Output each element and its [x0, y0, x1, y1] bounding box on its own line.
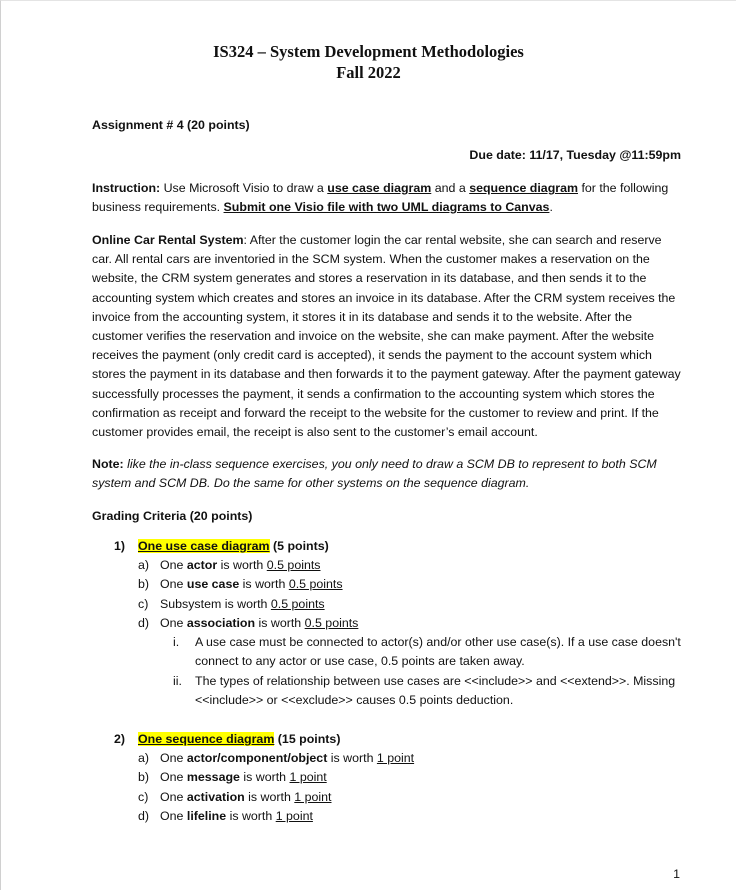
list-marker: c)	[138, 596, 149, 611]
points-value: 1 point	[376, 751, 415, 765]
list-marker: c)	[138, 789, 149, 804]
list-item	[173, 672, 693, 711]
list-item-text	[160, 807, 313, 826]
list-item-text	[160, 749, 414, 768]
criterion-text: One	[160, 809, 187, 824]
section-points: (15 points)	[274, 732, 341, 746]
points-value: 0.5 points	[270, 596, 325, 611]
instruction-label: Instruction:	[92, 181, 161, 195]
points-value: 1 point	[294, 789, 332, 804]
instruction-text: for the following business requirements.	[92, 181, 669, 215]
list-item-text	[160, 788, 332, 807]
list-item-text	[160, 575, 343, 594]
section-title: One use case diagram	[138, 539, 270, 553]
criterion-term: use case	[186, 577, 240, 592]
list-marker: b)	[138, 770, 150, 785]
criterion-text: One	[160, 558, 187, 572]
criterion-term: actor/component/object	[186, 751, 328, 765]
list-item-text: A use case must be connected to actor(s) and/or other use case(s). If a use case doesn't connect to any actor or use case, 0.5 points are taken away.	[195, 635, 681, 669]
list-marker: a)	[138, 558, 150, 572]
section-number: 2)	[114, 732, 126, 746]
criterion-text: is worth	[239, 770, 290, 785]
use-case-subcriteria-list	[173, 633, 693, 711]
system-paragraph	[92, 231, 682, 442]
points-value: 0.5 points	[266, 558, 321, 572]
list-marker: d)	[138, 809, 150, 824]
course-title: IS324 – System Development Methodologies	[213, 42, 524, 61]
submit-instruction: Submit one Visio file with two UML diagrams to Canvas	[223, 200, 550, 215]
list-item-text	[160, 614, 358, 633]
list-marker: b)	[138, 577, 150, 592]
points-value: 1 point	[289, 770, 327, 785]
page-number: 1	[673, 867, 680, 881]
criterion-text: is worth	[244, 789, 295, 804]
criterion-text: Subsystem is worth	[160, 596, 271, 611]
grading-title: Grading Criteria (20 points)	[92, 509, 253, 523]
criterion-text: One	[160, 751, 187, 765]
list-marker: d)	[138, 616, 150, 631]
system-label: Online Car Rental System	[92, 233, 244, 247]
note-label: Note:	[92, 457, 124, 471]
system-description: : After the customer login the car rental website, she can search and reserve car. All rental cars are inventoried in the SCM system. When the customer makes a reservation on the website, the CRM system generates and stores a reservation in its database, and then sends it to the accounting system which creates and stores an invoice in its database. After the CRM system receives the invoice from the accounting system, it stores it in its database and sends it to the website. After the customer verifies the reservation and invoice on the website, she can make payment. After the website receives the payment (only credit card is accepted), it sends the payment to the account system which stores the payment in its database and then forwards it to the payment gateway. After the payment gateway successfully processes the payment, it sends a confirmation to the accounting system which stores the confirmation as receipt and forward the receipt to the website for the customer to review and print. If the customer provides email, the receipt is also sent to the customer’s email account.	[92, 233, 681, 440]
instruction-text: and a	[431, 181, 470, 195]
note-text: like the in-class sequence exercises, you only need to draw a SCM DB to represent to both SCM system and SCM DB. Do the same for other systems on the sequence diagram.	[92, 457, 657, 491]
section-title: One sequence diagram	[138, 732, 275, 746]
roman-marker: i.	[173, 635, 180, 649]
points-value: 0.5 points	[288, 577, 343, 592]
criterion-text: One	[160, 789, 187, 804]
due-date: Due date: 11/17, Tuesday @11:59pm	[469, 148, 681, 162]
criterion-text: is worth	[226, 809, 276, 824]
roman-marker: ii.	[173, 673, 182, 688]
instruction-paragraph	[92, 179, 682, 217]
list-item-text	[160, 556, 321, 575]
assignment-label: Assignment # 4 (20 points)	[92, 118, 250, 132]
list-item-text: The types of relationship between use cases are <<include>> and <<extend>>. Missing <<include>> or <<exclude>> causes 0.5 points deduction.	[195, 673, 676, 708]
criterion-text: is worth	[217, 558, 267, 572]
points-value: 0.5 points	[304, 616, 359, 631]
list-item-text	[160, 768, 327, 787]
criterion-text: One	[160, 577, 187, 592]
sequence-diagram-term: sequence diagram	[469, 181, 578, 195]
criterion-text: is worth	[255, 616, 305, 631]
criterion-term: association	[186, 616, 256, 631]
criterion-text: is worth	[327, 751, 377, 765]
criterion-term: message	[186, 770, 240, 785]
criterion-term: actor	[186, 558, 218, 572]
criterion-text: is worth	[239, 577, 289, 592]
criterion-term: activation	[186, 789, 245, 804]
section-points: (5 points)	[269, 539, 329, 553]
criterion-text: One	[160, 616, 187, 631]
instruction-text: .	[549, 200, 553, 215]
use-case-diagram-term: use case diagram	[327, 181, 432, 195]
criterion-term: lifeline	[186, 809, 227, 824]
criterion-text: One	[160, 770, 187, 785]
list-marker: a)	[138, 751, 150, 765]
list-item-text	[160, 595, 325, 614]
document-title	[1, 41, 736, 83]
list-item	[173, 633, 693, 672]
term-title: Fall 2022	[336, 63, 401, 82]
section-number: 1)	[114, 539, 126, 553]
note-paragraph	[92, 455, 682, 493]
instruction-text: Use Microsoft Visio to draw a	[160, 181, 328, 195]
points-value: 1 point	[275, 809, 313, 824]
